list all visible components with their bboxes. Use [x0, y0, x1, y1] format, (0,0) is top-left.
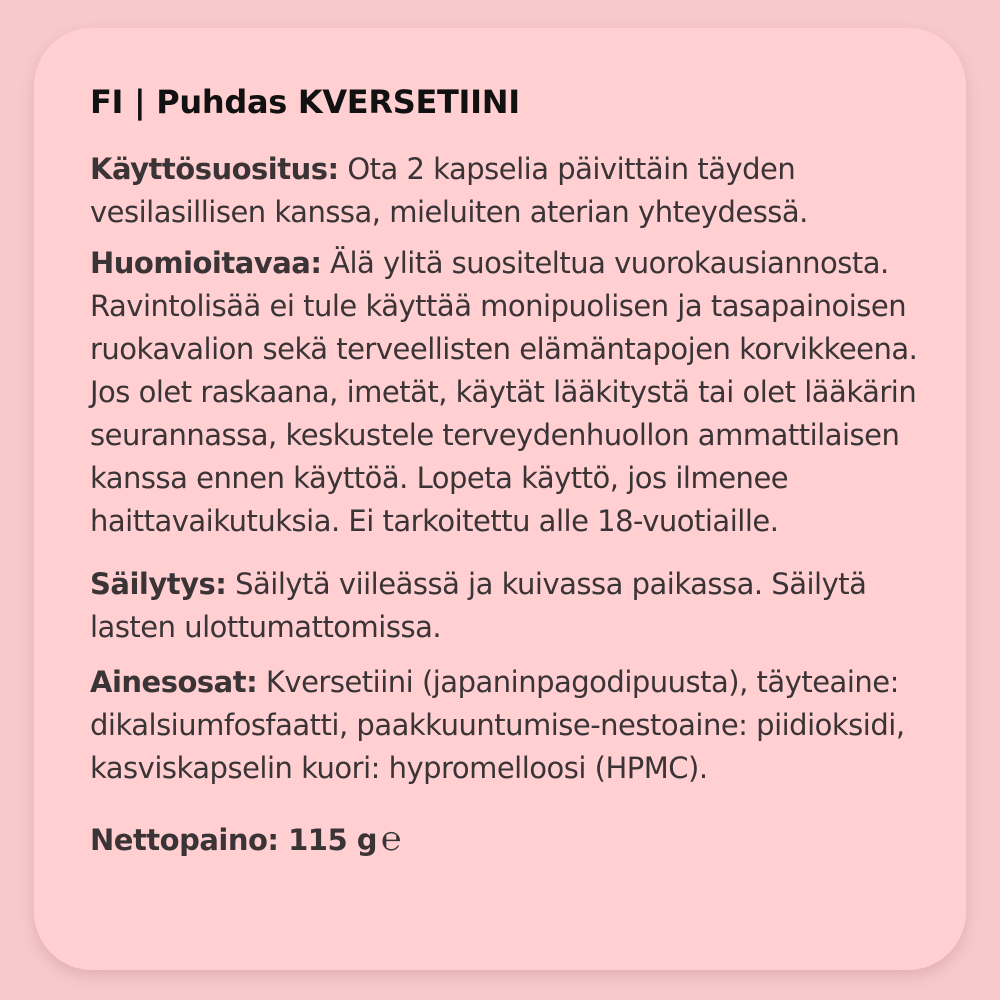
product-label-card — [34, 28, 966, 970]
warnings-section — [90, 242, 926, 543]
ingredients-text: Kversetiini (japaninpagodipuusta), täyteaine: dikalsiumfosfaatti, paakkuuntumise-nestoaine: piidioksidi, kasviskapselin kuori: hypromelloosi (HPMC). — [90, 665, 905, 785]
ingredients-section — [90, 661, 926, 790]
net-weight-label: Nettopaino: 115 g — [90, 823, 378, 857]
warnings-text: Älä ylitä suositeltua vuorokausiannosta. Ravintolisää ei tule käyttää monipuolisen ja tasapainoisen ruokavalion sekä terveellisten elämäntapojen korvikkeena. Jos olet raskaana, imetät, käytät lääkitystä tai olet lääkärin seurannassa, keskustele terveydenhuollon ammattilaisen kanssa ennen käyttöä. Lopeta käyttö, jos ilmenee haittavaikutuksia. Ei tarkoitettu alle 18-vuotiaille. — [90, 246, 918, 538]
warnings-label: Huomioitavaa: — [90, 246, 322, 280]
usage-text: Ota 2 kapselia päivittäin täyden vesilasillisen kanssa, mieluiten aterian yhteydessä. — [90, 152, 808, 229]
storage-section — [90, 563, 926, 649]
storage-text: Säilytä viileässä ja kuivassa paikassa. Säilytä lasten ulottumattomissa. — [90, 567, 867, 644]
estimated-sign-icon: ℮ — [381, 819, 401, 859]
product-title: FI | Puhdas KVERSETIINI — [90, 83, 520, 121]
usage-label: Käyttösuositus: — [90, 152, 339, 186]
storage-label: Säilytys: — [90, 567, 227, 601]
net-weight-section — [90, 818, 926, 862]
usage-section — [90, 148, 926, 234]
ingredients-label: Ainesosat: — [90, 665, 258, 699]
